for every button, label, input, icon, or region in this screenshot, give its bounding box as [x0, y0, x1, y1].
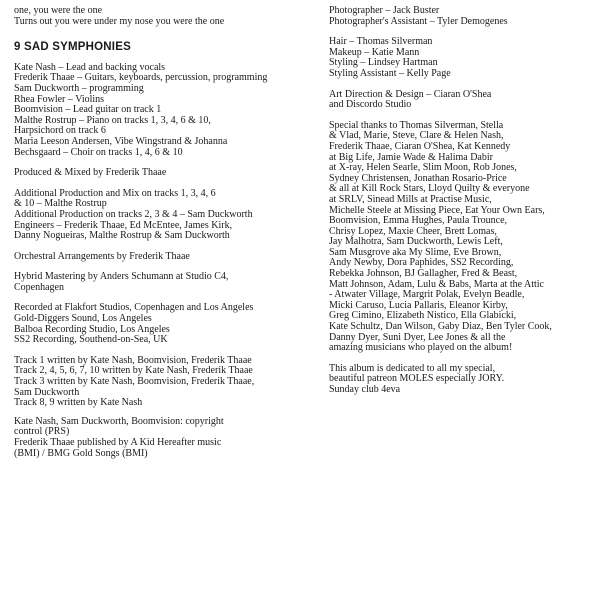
- credit-line: & Vlad, Marie, Steve, Clare & Helen Nash,: [329, 130, 504, 142]
- credit-line: control (PRS): [14, 426, 70, 438]
- credit-line: SS2 Recording, Southend-on-Sea, UK: [14, 334, 168, 346]
- mastering-credit: [14, 272, 312, 293]
- styling-credits: [329, 37, 591, 79]
- credit-line: Greg Cimino, Elizabeth Nistico, Ella Glabicki,: [329, 310, 517, 322]
- recording-locations: [14, 303, 312, 345]
- credit-line: Boomvision – Lead guitar on track 1: [14, 104, 162, 116]
- credit-line: and Discordo Studio: [329, 99, 412, 111]
- credit-line: Art Direction & Design – Ciaran O'Shea: [329, 88, 492, 100]
- intro-lyric: [14, 6, 312, 27]
- credit-line: beautiful patreon MOLES especially JORY.: [329, 373, 505, 385]
- credit-line: Sam Duckworth: [14, 386, 80, 398]
- credit-line: Additional Production on tracks 2, 3 & 4 – Sam Duckworth: [14, 208, 253, 220]
- credit-line: Track 3 written by Kate Nash, Boomvision, Frederik Thaae,: [14, 376, 255, 388]
- credit-line: This album is dedicated to all my special,: [329, 362, 496, 374]
- credit-line: Balboa Recording Studio, Los Angeles: [14, 323, 170, 335]
- credit-line: Photographer's Assistant – Tyler Demogenes: [329, 15, 508, 27]
- credit-line: Kate Nash, Sam Duckworth, Boomvision: copyright: [14, 415, 224, 427]
- special-thanks: [329, 121, 591, 354]
- credit-line: Matt Johnson, Adam, Lulu & Babs, Marta at the Attic: [329, 278, 544, 290]
- credit-line: amazing musicians who played on the album!: [329, 342, 513, 354]
- credit-line: & 10 – Malthe Rostrup: [14, 198, 107, 210]
- credit-line: (BMI) / BMG Gold Songs (BMI): [14, 447, 148, 459]
- track-title-heading: 9 SAD SYMPHONIES: [14, 41, 131, 54]
- credit-line: Andy Newby, Dora Paphides, SS2 Recording,: [329, 257, 514, 269]
- credit-line: Recorded at Flakfort Studios, Copenhagen and Los Angeles: [14, 302, 254, 314]
- credit-line: Produced & Mixed by Frederik Thaae: [14, 167, 167, 179]
- credit-line: Maria Leeson Andersen, Vibe Wingstrand & Johanna: [14, 135, 228, 147]
- credit-line: Frederik Thaae published by A Kid Hereafter music: [14, 437, 222, 448]
- credit-line: Sunday club 4eva: [329, 384, 401, 395]
- credit-line: Photographer – Jack Buster: [329, 5, 440, 16]
- credit-line: Orchestral Arrangements by Frederik Thaae: [14, 250, 190, 262]
- left-column: [14, 6, 312, 469]
- credit-line: Danny Dyer, Suni Dyer, Lee Jones & all the: [329, 331, 506, 343]
- credit-line: at Big Life, Jamie Wade & Halima Dabir: [329, 151, 493, 163]
- credit-line: Special thanks to Thomas Silverman, Stella: [329, 119, 504, 131]
- credit-line: - Atwater Village, Margrit Polak, Evelyn Beadle,: [329, 289, 525, 301]
- photography-credits: [329, 6, 591, 27]
- credit-line: Chrisy Lopez, Maxie Cheer, Brett Lomas,: [329, 225, 497, 237]
- credit-line: Track 1 written by Kate Nash, Boomvision, Frederik Thaae: [14, 354, 252, 366]
- credit-line: at SRLV, Sinead Mills at Practise Music,: [329, 193, 492, 205]
- orchestral-credit: [14, 252, 312, 263]
- credit-line: Sam Musgrove aka My Slime, Eve Brown,: [329, 246, 502, 258]
- credit-line: Track 8, 9 written by Kate Nash: [14, 397, 143, 409]
- credit-line: Harpsichord on track 6: [14, 125, 106, 137]
- credit-line: Styling – Lindsey Hartman: [329, 57, 438, 69]
- credit-line: Hybrid Mastering by Anders Schumann at Studio C4,: [14, 271, 229, 283]
- credit-line: Engineers – Frederik Thaae, Ed McEntee, James Kirk,: [14, 219, 233, 231]
- credit-line: Gold-Diggers Sound, Los Angeles: [14, 313, 152, 325]
- credit-line: Kate Nash – Lead and backing vocals: [14, 61, 166, 73]
- credit-line: Bechsgaard – Choir on tracks 1, 4, 6 & 10: [14, 146, 183, 158]
- producer-credit: [14, 168, 312, 179]
- songwriting-credits: [14, 356, 312, 409]
- credit-line: Rebekka Johnson, BJ Gallagher, Fred & Beast,: [329, 268, 518, 280]
- personnel-credits: [14, 63, 312, 158]
- credit-line: Danny Nogueiras, Malthe Rostrup & Sam Duckworth: [14, 230, 230, 242]
- credit-line: Kate Schultz, Dan Wilson, Gaby Diaz, Ben Tyler Cook,: [329, 321, 552, 333]
- copyright-notice: [14, 417, 312, 459]
- credit-line: Frederik Thaae, Ciaran O'Shea, Kat Kennedy: [329, 140, 511, 152]
- credit-line: Styling Assistant – Kelly Page: [329, 67, 451, 79]
- art-direction-credits: [329, 90, 591, 111]
- credit-line: Michelle Steele at Missing Piece, Eat Your Own Ears,: [329, 204, 545, 216]
- credit-line: Malthe Rostrup – Piano on tracks 1, 3, 4, 6 & 10,: [14, 114, 211, 126]
- credit-line: Copenhagen: [14, 281, 64, 293]
- credit-line: Sydney Christensen, Jonathan Rosario-Price: [329, 172, 507, 184]
- credit-line: one, you were the one: [14, 5, 103, 16]
- right-column: [329, 6, 591, 406]
- credit-line: Hair – Thomas Silverman: [329, 36, 433, 48]
- credit-line: Turns out you were under my nose you were the one: [14, 15, 225, 27]
- additional-production-credits: [14, 189, 312, 242]
- credit-line: Jay Malhotra, Sam Duckworth, Lewis Left,: [329, 236, 503, 248]
- dedication: [329, 364, 591, 396]
- credit-line: Boomvision, Emma Hughes, Paula Trounce,: [329, 215, 508, 227]
- credit-line: Sam Duckworth – programming: [14, 82, 144, 94]
- credit-line: Track 2, 4, 5, 6, 7, 10 written by Kate Nash, Frederik Thaae: [14, 365, 253, 377]
- credit-line: at X-ray, Helen Searle, Slim Moon, Rob Jones,: [329, 162, 517, 174]
- credit-line: Micki Caruso, Lucia Pallaris, Eleanor Kirby,: [329, 299, 508, 311]
- credit-line: & all at Kill Rock Stars, Lloyd Quilty & everyone: [329, 183, 530, 195]
- credit-line: Additional Production and Mix on tracks 1, 3, 4, 6: [14, 187, 216, 199]
- credit-line: Frederik Thaae – Guitars, keyboards, percussion, programming: [14, 72, 268, 84]
- credit-line: Makeup – Katie Mann: [329, 46, 420, 58]
- credit-line: Rhea Fowler – Violins: [14, 93, 105, 105]
